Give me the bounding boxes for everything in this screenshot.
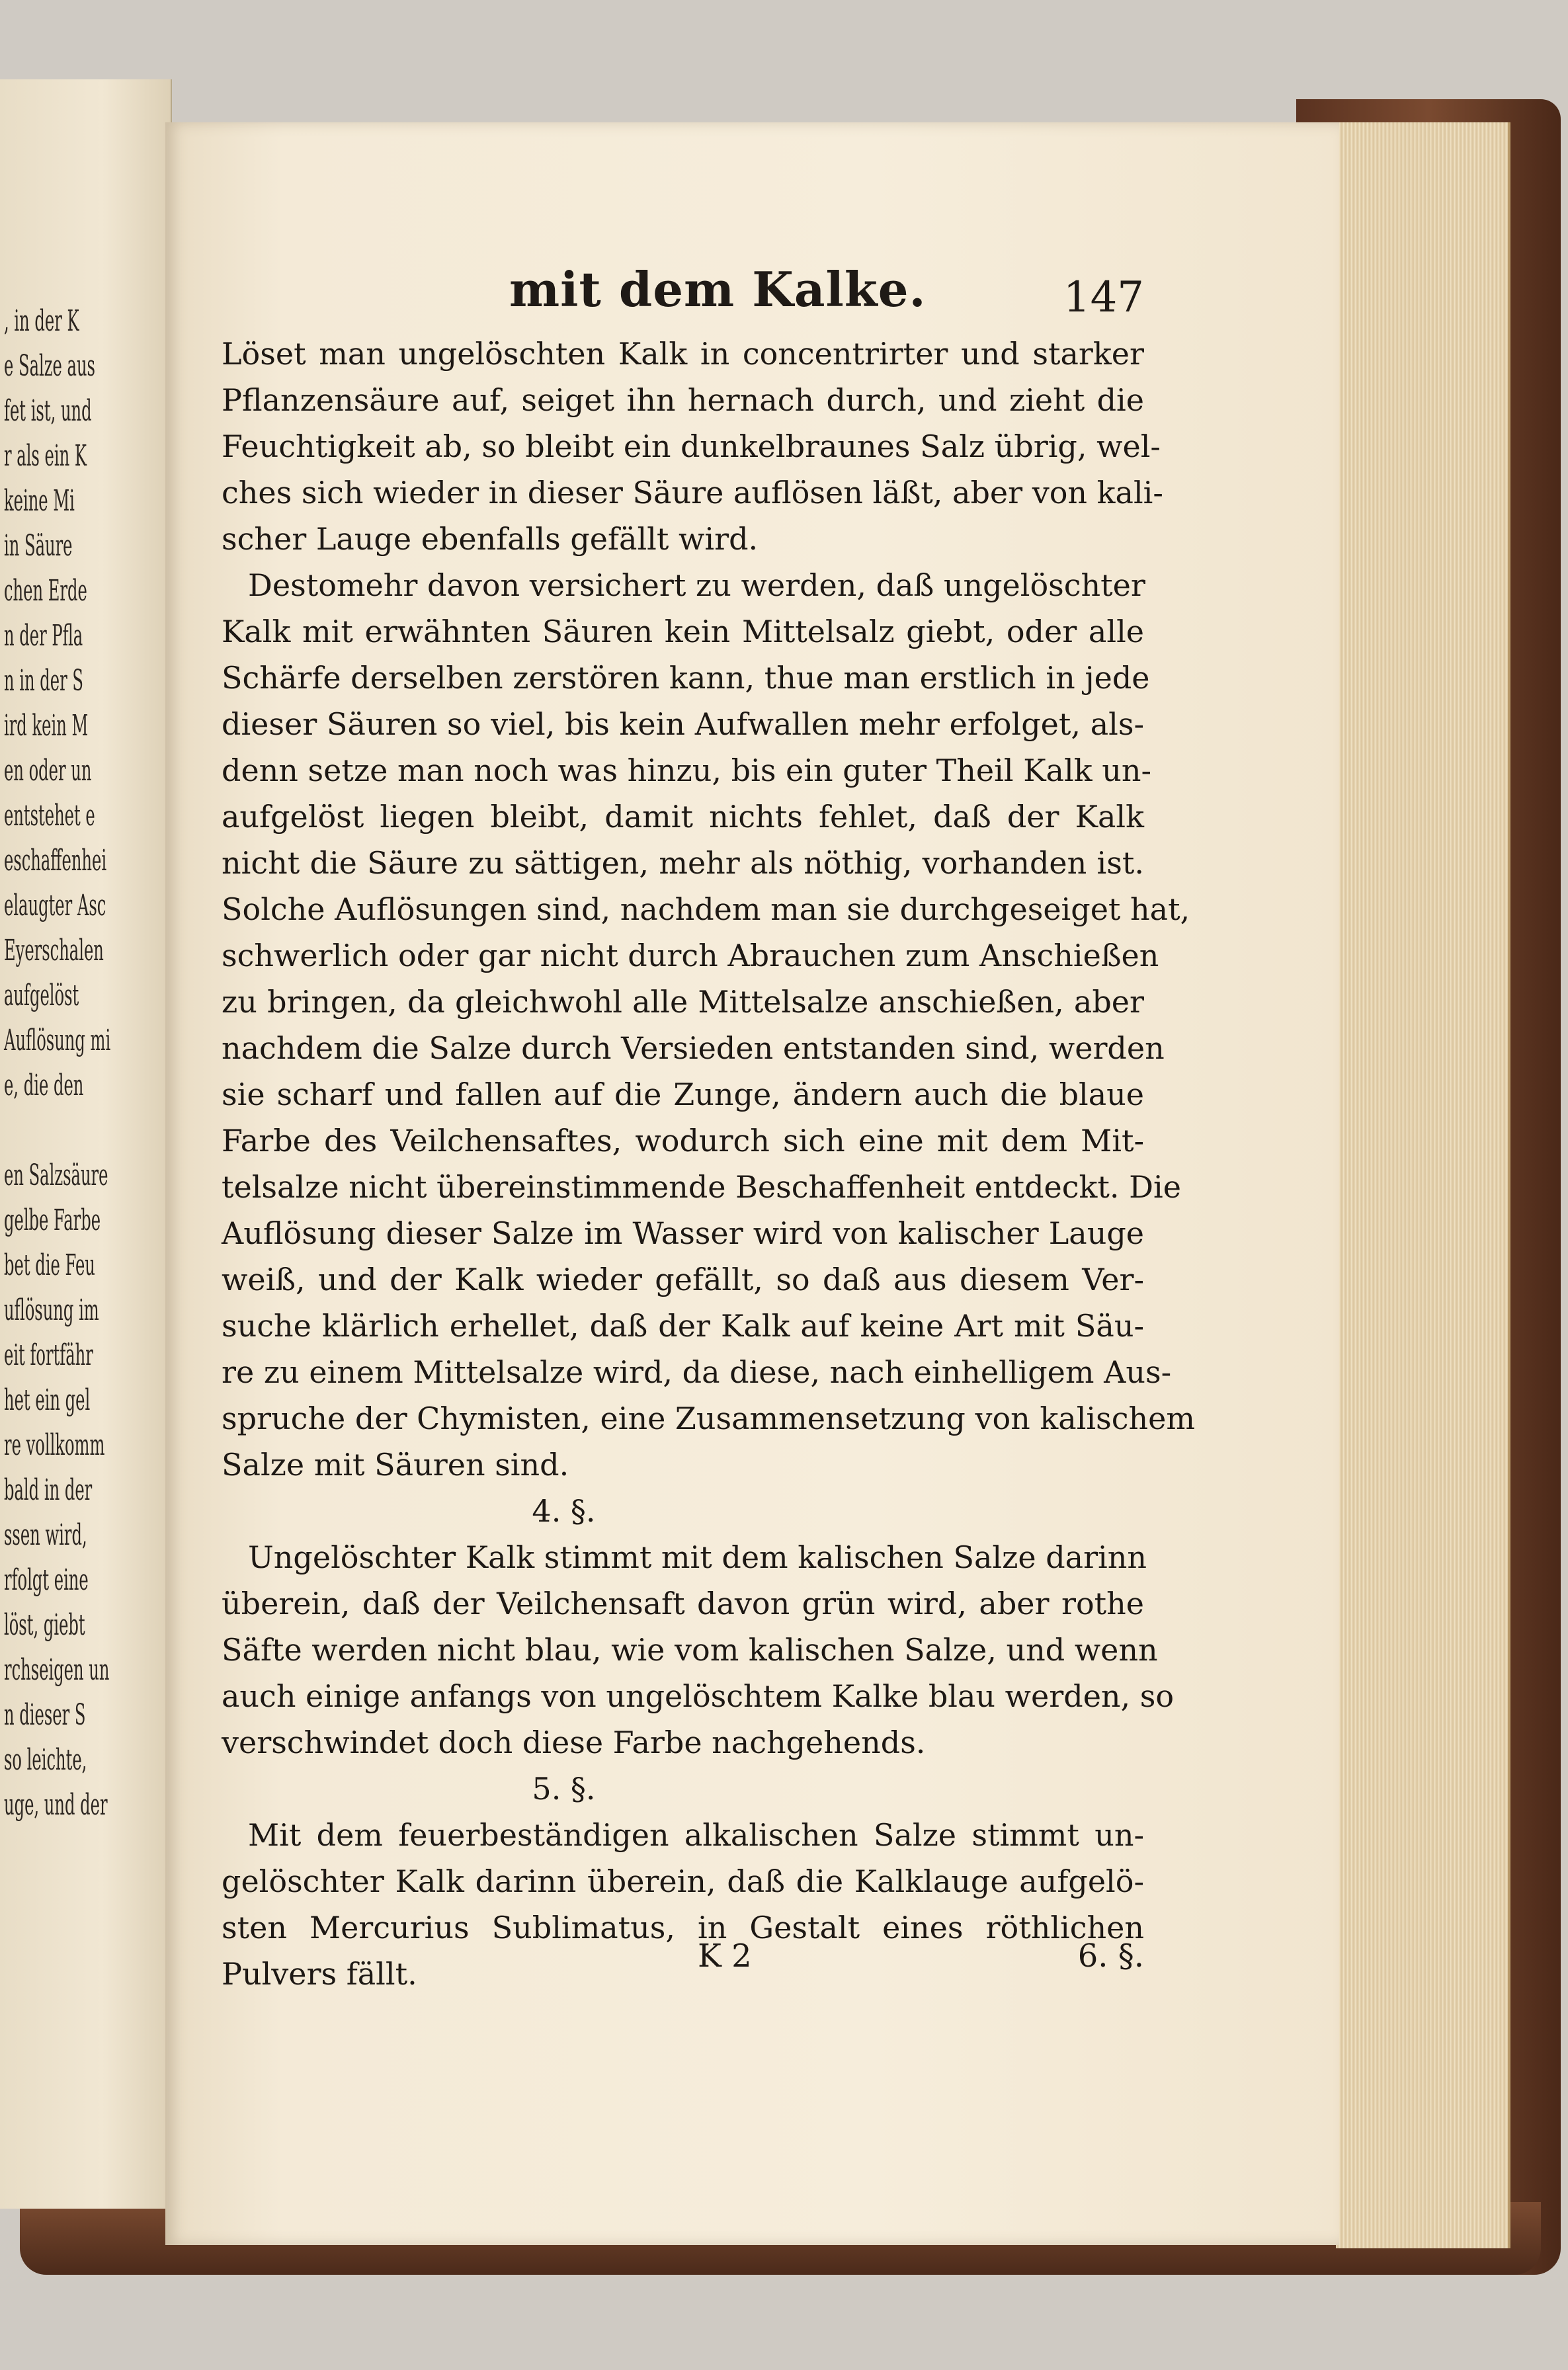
left-page-line: Eyerschalen — [4, 934, 104, 967]
text-line: Auflösung dieser Salze im Wasser wird von kalischer Lauge — [222, 1215, 1144, 1251]
left-page-line: e, die den — [4, 1069, 84, 1102]
section-5-heading: 5. §. — [532, 1771, 596, 1807]
catchword: 6. §. — [1077, 1938, 1144, 1975]
text-line: Pulvers fällt. — [222, 1956, 417, 1992]
left-page-line: en Salzsäure — [4, 1159, 108, 1192]
text-line: Destomehr davon versichert zu werden, daß ungelöschter — [248, 567, 1145, 603]
text-line: Solche Auflösungen sind, nachdem man sie durchgeseiget hat, — [222, 891, 1190, 927]
left-page-line: Auflösung mi — [4, 1024, 111, 1057]
text-line: Mit dem feuerbeständigen alkalischen Salze stimmt un- — [248, 1817, 1144, 1853]
page-number: 147 — [1063, 273, 1144, 322]
left-page-line: in Säure — [4, 529, 73, 563]
page-fore-edge — [1336, 122, 1510, 2248]
text-line: auch einige anfangs von ungelöschtem Kalke blau werden, so — [222, 1678, 1175, 1714]
left-page-line: so leichte, — [4, 1743, 87, 1777]
left-page-line: en oder un — [4, 754, 92, 788]
left-facing-page — [0, 79, 172, 2209]
left-page-line: het ein gel — [4, 1383, 91, 1417]
text-line: schwerlich oder gar nicht durch Abrauchen zum Anschießen — [222, 938, 1159, 973]
page-header — [165, 261, 1164, 321]
text-line: Feuchtigkeit ab, so bleibt ein dunkelbraunes Salz übrig, wel- — [222, 429, 1161, 464]
left-page-line: löst, giebt — [4, 1608, 85, 1642]
left-page-line: r als ein K — [4, 439, 87, 473]
section-4-lines — [222, 1534, 1175, 1766]
left-page-line: n in der S — [4, 664, 83, 698]
left-page-line: e Salze aus — [4, 349, 95, 383]
text-line: dieser Säuren so viel, bis kein Aufwallen mehr erfolget, als- — [222, 706, 1144, 742]
left-page-line: bet die Feu — [4, 1248, 95, 1282]
text-line: überein, daß der Veilchensaft davon grün wird, aber rothe — [222, 1586, 1144, 1621]
text-line: sie scharf und fallen auf die Zunge, ändern auch die blaue — [222, 1077, 1144, 1112]
left-page-line: rchseigen un — [4, 1653, 110, 1687]
text-line: telsalze nicht übereinstimmende Beschaffenheit entdeckt. Die — [222, 1169, 1181, 1205]
left-page-line: entstehet e — [4, 799, 95, 833]
left-page-line: eit fortfähr — [4, 1338, 93, 1372]
left-page-line: , in der K — [4, 304, 79, 338]
left-page-line: chen Erde — [4, 574, 87, 608]
text-line: nachdem die Salze durch Versieden entstanden sind, werden — [222, 1030, 1165, 1066]
left-page-line: fet ist, und — [4, 394, 92, 428]
left-page-line: bald in der — [4, 1473, 93, 1507]
left-page-line: uge, und der — [4, 1788, 108, 1822]
text-line: sten Mercurius Sublimatus, in Gestalt eines röthlichen — [222, 1910, 1144, 1945]
text-line: nicht die Säure zu sättigen, mehr als nöthig, vorhanden ist. — [222, 845, 1144, 881]
text-line: zu bringen, da gleichwohl alle Mittelsalze anschießen, aber — [222, 984, 1144, 1020]
left-page-line: re vollkomm — [4, 1428, 105, 1462]
text-line: ches sich wieder in dieser Säure auflösen läßt, aber von kali- — [222, 475, 1163, 511]
text-line: Löset man ungelöschten Kalk in concentrirter und starker — [222, 336, 1144, 372]
text-line: gelöschter Kalk darinn überein, daß die Kalklauge aufgelö- — [222, 1863, 1144, 1899]
text-line: weiß, und der Kalk wieder gefällt, so daß aus diesem Ver- — [222, 1262, 1144, 1297]
left-page-line: ssen wird, — [4, 1518, 87, 1552]
text-line: scher Lauge ebenfalls gefällt wird. — [222, 521, 759, 557]
left-page-line: keine Mi — [4, 484, 75, 518]
body-text — [222, 331, 1195, 1997]
left-page-line: n dieser S — [4, 1698, 86, 1732]
text-line: spruche der Chymisten, eine Zusammensetzung von kalischem — [222, 1401, 1195, 1436]
text-line: Ungelöschter Kalk stimmt mit dem kalischen Salze darinn — [248, 1539, 1147, 1575]
text-line: Pflanzensäure auf, seiget ihn hernach durch, und zieht die — [222, 382, 1144, 418]
page-footer — [222, 1938, 1144, 1984]
signature-mark: K 2 — [698, 1938, 752, 1975]
text-line: Kalk mit erwähnten Säuren kein Mittelsalz giebt, oder alle — [222, 614, 1144, 649]
text-line: Schärfe derselben zerstören kann, thue man erstlich in jede — [222, 660, 1150, 696]
running-title: mit dem Kalke. — [509, 261, 927, 317]
left-page-line: rfolgt eine — [4, 1563, 89, 1597]
paragraph-lines — [222, 331, 1195, 1488]
text-line: Salze mit Säuren sind. — [222, 1447, 569, 1483]
text-line: aufgelöst liegen bleibt, damit nichts fehlet, daß der Kalk — [222, 799, 1144, 835]
section-4-heading: 4. §. — [532, 1493, 596, 1529]
text-line: verschwindet doch diese Farbe nachgehends. — [222, 1725, 926, 1760]
text-line: suche klärlich erhellet, daß der Kalk auf keine Art mit Säu- — [222, 1308, 1144, 1344]
text-line: Säfte werden nicht blau, wie vom kalischen Salze, und wenn — [222, 1632, 1158, 1668]
left-page-line: elaugter Asc — [4, 889, 106, 922]
left-page-line: ird kein M — [4, 709, 89, 743]
left-page-line: gelbe Farbe — [4, 1204, 101, 1237]
left-page-line: aufgelöst — [4, 979, 79, 1012]
left-page-line: eschaffenhei — [4, 844, 107, 878]
left-page-line: n der Pfla — [4, 619, 83, 653]
text-line: re zu einem Mittelsalze wird, da diese, nach einhelligem Aus- — [222, 1354, 1172, 1390]
text-line: denn setze man noch was hinzu, bis ein guter Theil Kalk un- — [222, 753, 1151, 788]
text-line: Farbe des Veilchensaftes, wodurch sich eine mit dem Mit- — [222, 1123, 1144, 1159]
left-page-line: uflösung im — [4, 1293, 99, 1327]
